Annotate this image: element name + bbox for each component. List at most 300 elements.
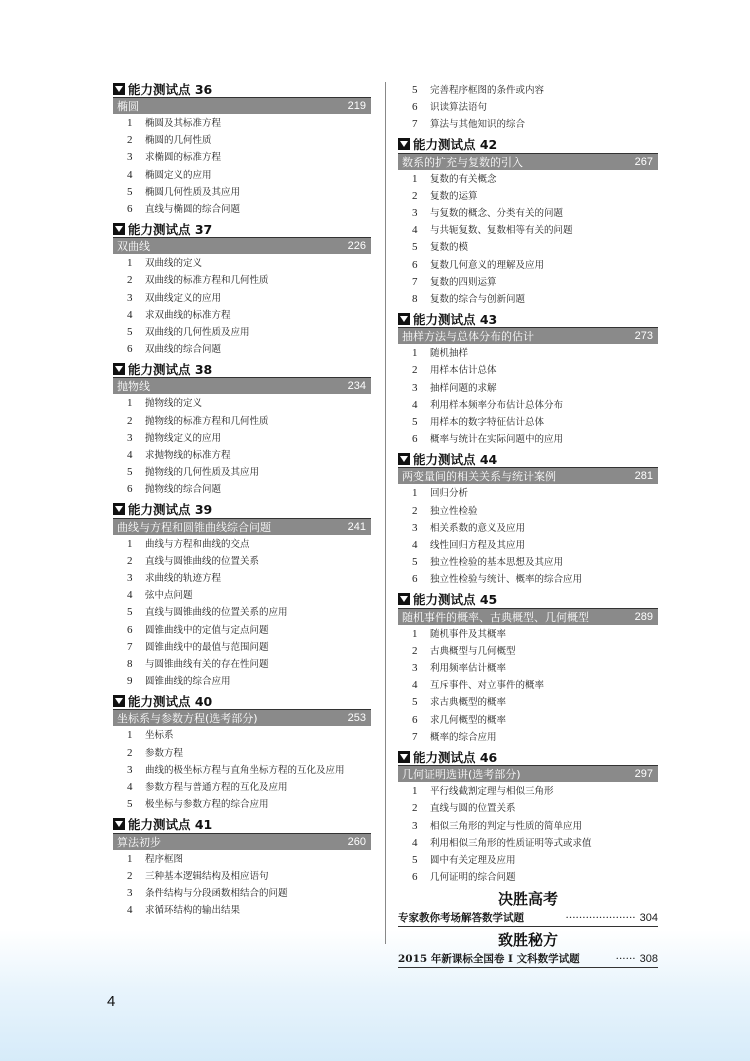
section-title: 随机事件的概率、古典概型、几何概型 <box>402 610 589 624</box>
section-title-bar[interactable] <box>398 328 658 344</box>
toc-item[interactable] <box>113 868 371 885</box>
item-title: 双曲线的几何性质及应用 <box>145 327 250 339</box>
section-page-number: 273 <box>634 330 653 343</box>
item-title: 随机抽样 <box>430 348 469 360</box>
toc-section <box>113 692 371 813</box>
item-number: 1 <box>127 257 133 270</box>
item-title: 相关系数的意义及应用 <box>430 522 526 534</box>
item-number: 2 <box>127 134 133 147</box>
toc-item[interactable] <box>398 257 658 274</box>
section-page-number: 241 <box>347 520 366 533</box>
item-title: 相似三角形的判定与性质的简单应用 <box>430 820 583 832</box>
item-title: 极坐标与参数方程的综合应用 <box>145 799 269 811</box>
item-number: 5 <box>127 466 133 479</box>
toc-item[interactable] <box>398 397 658 414</box>
toc-item[interactable] <box>398 537 658 554</box>
section-page-number: 267 <box>634 155 653 168</box>
item-number: 3 <box>412 521 418 534</box>
toc-item[interactable] <box>398 554 658 571</box>
triangle-down-icon <box>398 313 410 325</box>
section-heading <box>398 310 658 328</box>
special-page-number: 304 <box>639 912 658 925</box>
item-title: 双曲线定义的应用 <box>145 292 222 304</box>
toc-item[interactable] <box>398 431 658 448</box>
item-title: 与共轭复数、复数相等有关的问题 <box>430 225 573 237</box>
toc-item[interactable] <box>398 571 658 588</box>
item-number: 2 <box>127 554 133 567</box>
item-title: 直线与圆锥曲线的位置关系的应用 <box>145 607 288 619</box>
section-title-bar[interactable] <box>113 834 371 850</box>
toc-item[interactable] <box>398 783 658 800</box>
item-number: 6 <box>412 573 418 586</box>
item-title: 概率与统计在实际问题中的应用 <box>430 434 564 446</box>
toc-section <box>113 80 371 218</box>
section-title-bar[interactable] <box>113 378 371 394</box>
item-number: 4 <box>127 168 133 181</box>
toc-section <box>398 450 658 588</box>
item-number: 3 <box>127 886 133 899</box>
item-number: 4 <box>127 449 133 462</box>
triangle-down-icon <box>113 223 125 235</box>
toc-item[interactable] <box>398 362 658 379</box>
item-title: 圆中有关定理及应用 <box>430 854 516 866</box>
item-number: 5 <box>412 853 418 866</box>
section-items <box>113 851 371 920</box>
item-number: 6 <box>127 483 133 496</box>
item-title: 双曲线的综合问题 <box>145 344 222 356</box>
section-heading <box>113 692 371 710</box>
toc-item[interactable] <box>113 184 371 201</box>
item-number: 4 <box>412 224 418 237</box>
section-heading-text: 能力测试点 36 <box>128 81 213 97</box>
section-title: 椭圆 <box>117 100 139 113</box>
item-number: 6 <box>127 203 133 216</box>
section-page-number: 297 <box>634 768 653 781</box>
toc-section <box>398 591 658 746</box>
section-heading-text: 能力测试点 45 <box>413 592 498 608</box>
special-sections <box>398 888 658 968</box>
item-title: 复数的模 <box>430 242 469 254</box>
toc-item[interactable] <box>398 869 658 886</box>
item-title: 直线与圆的位置关系 <box>430 803 516 815</box>
section-title-bar[interactable] <box>113 519 371 535</box>
toc-item[interactable] <box>113 307 371 324</box>
toc-item[interactable] <box>398 414 658 431</box>
item-number: 2 <box>412 644 418 657</box>
toc-item[interactable] <box>398 205 658 222</box>
special-title: 致胜秘方 <box>497 931 558 950</box>
item-number: 4 <box>412 398 418 411</box>
item-number: 1 <box>127 117 133 129</box>
item-title: 复数的四则运算 <box>430 276 497 288</box>
item-title: 抛物线的定义 <box>145 398 203 410</box>
item-title: 椭圆定义的应用 <box>145 169 212 181</box>
toc-item[interactable] <box>113 536 371 553</box>
item-number: 7 <box>412 275 418 288</box>
item-number: 5 <box>412 696 418 709</box>
item-title: 椭圆几何性质及其应用 <box>145 186 241 198</box>
toc-item[interactable] <box>398 99 658 116</box>
item-number: 1 <box>127 537 133 550</box>
item-title: 抛物线的综合问题 <box>145 484 222 496</box>
item-title: 抛物线定义的应用 <box>145 432 222 444</box>
section-heading-text: 能力测试点 46 <box>413 749 498 765</box>
special-entry-title: 专家教你考场解答数学试题 <box>398 912 524 925</box>
section-title-bar[interactable] <box>113 238 371 254</box>
item-number: 6 <box>412 258 418 271</box>
item-title: 完善程序框图的条件或内容 <box>430 85 545 96</box>
continued-items <box>398 82 658 134</box>
toc-item[interactable] <box>113 413 371 430</box>
item-title: 椭圆的几何性质 <box>145 135 212 147</box>
toc-item[interactable] <box>113 745 371 762</box>
toc-section <box>113 816 371 920</box>
toc-item[interactable] <box>113 779 371 796</box>
toc-item[interactable] <box>113 727 371 744</box>
item-title: 曲线与方程和曲线的交点 <box>145 538 250 550</box>
item-title: 利用相似三角形的性质证明等式或求值 <box>430 837 592 849</box>
left-column <box>113 80 371 921</box>
section-items <box>398 171 658 309</box>
toc-item[interactable] <box>398 485 658 502</box>
item-number: 9 <box>127 675 133 688</box>
page-number: 4 <box>107 993 116 1010</box>
item-number: 2 <box>412 364 418 377</box>
item-title: 坐标系 <box>145 730 174 742</box>
item-title: 复数的有关概念 <box>430 173 497 185</box>
toc-item[interactable] <box>113 290 371 307</box>
item-title: 求几何概型的概率 <box>430 714 507 726</box>
triangle-down-icon <box>113 503 125 515</box>
item-number: 2 <box>127 414 133 427</box>
item-number: 2 <box>412 802 418 815</box>
item-title: 线性回归方程及其应用 <box>430 540 526 552</box>
toc-item[interactable] <box>398 82 658 99</box>
special-entry[interactable] <box>398 910 658 927</box>
item-title: 直线与椭圆的综合问题 <box>145 204 241 216</box>
item-number: 5 <box>127 606 133 619</box>
section-page-number: 253 <box>347 712 366 725</box>
section-page-number: 289 <box>634 610 653 623</box>
item-number: 3 <box>412 207 418 220</box>
section-title: 抛物线 <box>117 380 150 394</box>
toc-item[interactable] <box>398 818 658 835</box>
item-number: 7 <box>412 118 418 131</box>
item-title: 用样本估计总体 <box>430 365 497 377</box>
section-heading-text: 能力测试点 41 <box>128 817 213 832</box>
toc-item[interactable] <box>113 149 371 166</box>
toc-item[interactable] <box>398 274 658 291</box>
item-number: 5 <box>412 556 418 569</box>
toc-item[interactable] <box>113 885 371 902</box>
section-heading-text: 能力测试点 40 <box>128 693 213 709</box>
toc-item[interactable] <box>113 622 371 639</box>
toc-item[interactable] <box>398 345 658 362</box>
triangle-down-icon <box>113 83 125 95</box>
section-page-number: 234 <box>347 380 366 393</box>
toc-item[interactable] <box>113 851 371 868</box>
item-number: 5 <box>412 241 418 254</box>
item-title: 求循环结构的输出结果 <box>145 905 241 917</box>
item-number: 4 <box>412 836 418 849</box>
toc-item[interactable] <box>113 762 371 779</box>
toc-item[interactable] <box>398 643 658 660</box>
item-title: 复数几何意义的理解及应用 <box>430 259 545 271</box>
toc-item[interactable] <box>113 673 371 690</box>
section-page-number: 226 <box>347 240 366 253</box>
toc-item[interactable] <box>113 201 371 218</box>
item-title: 双曲线的标准方程和几何性质 <box>145 275 269 287</box>
section-title-bar[interactable] <box>113 710 371 726</box>
special-entry-title: 2015 年新课标全国卷 I 文科数学试题 <box>398 953 580 966</box>
special-entry[interactable] <box>398 951 658 968</box>
item-title: 与复数的概念、分类有关的问题 <box>430 208 564 220</box>
toc-item[interactable] <box>398 694 658 711</box>
toc-item[interactable] <box>398 660 658 677</box>
item-number: 2 <box>127 274 133 287</box>
toc-item[interactable] <box>398 239 658 256</box>
section-title-bar[interactable] <box>398 766 658 782</box>
toc-item[interactable] <box>113 272 371 289</box>
section-title: 曲线与方程和圆锥曲线综合问题 <box>117 520 271 534</box>
item-title: 复数的运算 <box>430 190 478 202</box>
item-number: 4 <box>412 539 418 552</box>
section-title: 双曲线 <box>117 240 150 254</box>
item-number: 2 <box>127 869 133 882</box>
section-heading <box>113 80 371 98</box>
item-title: 参数方程 <box>145 747 184 759</box>
toc-item[interactable] <box>113 481 371 498</box>
right-sections <box>398 136 658 887</box>
item-number: 3 <box>127 291 133 304</box>
item-number: 1 <box>412 627 418 640</box>
item-title: 几何证明的综合问题 <box>430 872 516 884</box>
special-page-number: 308 <box>639 953 658 966</box>
special-title: 决胜高考 <box>497 890 558 909</box>
triangle-down-icon <box>398 751 410 763</box>
toc-item[interactable] <box>113 604 371 621</box>
item-number: 3 <box>127 431 133 444</box>
item-number: 3 <box>127 572 133 585</box>
item-number: 1 <box>412 487 418 500</box>
section-page-number: 281 <box>634 470 653 483</box>
item-number: 4 <box>127 308 133 321</box>
item-title: 识读算法语句 <box>430 102 488 114</box>
item-title: 圆锥曲线中的定值与定点问题 <box>145 624 269 636</box>
section-heading <box>398 450 658 468</box>
item-title: 求曲线的轨迹方程 <box>145 573 222 585</box>
toc-item[interactable] <box>113 902 371 919</box>
item-title: 条件结构与分段函数相结合的问题 <box>145 887 288 899</box>
item-number: 4 <box>127 904 133 917</box>
section-title: 算法初步 <box>117 835 161 849</box>
section-heading-text: 能力测试点 38 <box>128 361 213 377</box>
section-items <box>113 536 371 691</box>
section-title: 抽样方法与总体分布的估计 <box>402 330 534 344</box>
item-number: 4 <box>412 679 418 692</box>
toc-item[interactable] <box>398 677 658 694</box>
toc-item[interactable] <box>398 503 658 520</box>
leader-dots: ····················· <box>565 912 636 925</box>
item-number: 2 <box>412 504 418 517</box>
item-number: 5 <box>127 798 133 811</box>
toc-item[interactable] <box>398 835 658 852</box>
item-title: 抛物线的几何性质及其应用 <box>145 467 260 479</box>
item-number: 3 <box>127 763 133 776</box>
item-number: 3 <box>412 662 418 675</box>
item-number: 3 <box>412 819 418 832</box>
section-page-number: 260 <box>347 835 366 848</box>
section-items <box>113 255 371 358</box>
item-title: 独立性检验 <box>430 505 478 517</box>
toc-item[interactable] <box>113 167 371 184</box>
item-number: 5 <box>127 326 133 339</box>
item-number: 8 <box>127 658 133 671</box>
section-heading-text: 能力测试点 39 <box>128 502 213 518</box>
toc-item[interactable] <box>398 520 658 537</box>
section-title-bar[interactable] <box>113 98 371 114</box>
toc-item[interactable] <box>113 395 371 412</box>
toc-item[interactable] <box>113 324 371 341</box>
triangle-down-icon <box>113 695 125 707</box>
toc-item[interactable] <box>398 222 658 239</box>
toc-item[interactable] <box>398 626 658 643</box>
item-title: 平行线截割定理与相似三角形 <box>430 786 554 798</box>
item-title: 独立性检验与统计、概率的综合应用 <box>430 574 583 586</box>
triangle-down-icon <box>398 453 410 465</box>
item-title: 双曲线的定义 <box>145 258 203 270</box>
toc-item[interactable] <box>398 712 658 729</box>
item-number: 6 <box>412 713 418 726</box>
item-number: 6 <box>412 101 418 114</box>
item-title: 独立性检验的基本思想及其应用 <box>430 557 564 569</box>
item-title: 互斥事件、对立事件的概率 <box>430 680 545 692</box>
toc-item[interactable] <box>398 188 658 205</box>
item-title: 椭圆及其标准方程 <box>145 118 222 129</box>
section-items <box>113 395 371 498</box>
item-title: 求抛物线的标准方程 <box>145 450 231 462</box>
toc-item[interactable] <box>113 255 371 272</box>
item-number: 1 <box>412 785 418 798</box>
item-title: 参数方程与普通方程的互化及应用 <box>145 782 288 794</box>
section-title-bar[interactable] <box>398 468 658 484</box>
section-items <box>113 115 371 218</box>
item-title: 与圆锥曲线有关的存在性问题 <box>145 659 269 671</box>
item-number: 1 <box>127 397 133 410</box>
item-number: 5 <box>412 416 418 429</box>
section-heading <box>113 816 371 834</box>
item-number: 4 <box>127 781 133 794</box>
section-title-bar[interactable] <box>398 609 658 625</box>
section-heading-text: 能力测试点 44 <box>413 451 498 467</box>
section-heading <box>113 360 371 378</box>
section-items <box>398 485 658 588</box>
section-page-number: 219 <box>347 100 366 112</box>
item-title: 求双曲线的标准方程 <box>145 309 231 321</box>
toc-item[interactable] <box>398 380 658 397</box>
item-number: 1 <box>412 347 418 360</box>
toc-item[interactable] <box>113 447 371 464</box>
item-title: 用样本的数字特征估计总体 <box>430 417 545 429</box>
item-number: 8 <box>412 293 418 306</box>
item-title: 复数的综合与创新问题 <box>430 294 526 306</box>
section-heading-text: 能力测试点 42 <box>413 137 498 153</box>
item-number: 1 <box>412 172 418 185</box>
item-title: 算法与其他知识的综合 <box>430 119 526 131</box>
item-number: 6 <box>412 871 418 884</box>
toc-item[interactable] <box>113 464 371 481</box>
item-title: 曲线的极坐标方程与直角坐标方程的互化及应用 <box>145 764 345 776</box>
toc-item[interactable] <box>113 341 371 358</box>
section-heading <box>398 591 658 609</box>
toc-item[interactable] <box>113 639 371 656</box>
item-title: 抛物线的标准方程和几何性质 <box>145 415 269 427</box>
toc-item[interactable] <box>398 852 658 869</box>
toc-item[interactable] <box>398 171 658 188</box>
item-title: 求椭圆的标准方程 <box>145 152 222 164</box>
toc-item[interactable] <box>113 430 371 447</box>
triangle-down-icon <box>398 138 410 150</box>
section-heading-text: 能力测试点 43 <box>413 311 498 327</box>
toc-item[interactable] <box>113 553 371 570</box>
toc-section <box>398 136 658 309</box>
item-title: 随机事件及其概率 <box>430 628 507 640</box>
column-divider <box>385 82 386 944</box>
section-items <box>398 626 658 746</box>
item-title: 三种基本逻辑结构及相应语句 <box>145 870 269 882</box>
item-number: 6 <box>127 623 133 636</box>
section-heading <box>113 501 371 519</box>
item-number: 2 <box>127 746 133 759</box>
toc-item[interactable] <box>113 132 371 149</box>
section-title: 几何证明选讲(选考部分) <box>402 768 521 782</box>
item-number: 3 <box>412 381 418 394</box>
section-items <box>398 783 658 886</box>
item-title: 利用样本频率分布估计总体分布 <box>430 399 564 411</box>
toc-section <box>113 360 371 498</box>
toc-item[interactable] <box>113 656 371 673</box>
toc-item[interactable] <box>113 587 371 604</box>
section-title: 坐标系与参数方程(选考部分) <box>117 712 258 726</box>
item-number: 5 <box>127 185 133 198</box>
toc-item[interactable] <box>398 800 658 817</box>
triangle-down-icon <box>398 593 410 605</box>
toc-item[interactable] <box>398 116 658 133</box>
item-number: 6 <box>412 433 418 446</box>
section-items <box>113 727 371 813</box>
triangle-down-icon <box>113 818 125 830</box>
toc-item[interactable] <box>398 291 658 308</box>
triangle-down-icon <box>113 363 125 375</box>
toc-item[interactable] <box>113 115 371 132</box>
section-title-bar[interactable] <box>398 154 658 170</box>
toc-item[interactable] <box>113 570 371 587</box>
section-heading <box>398 136 658 154</box>
item-title: 利用频率估计概率 <box>430 663 507 675</box>
toc-item[interactable] <box>398 729 658 746</box>
item-title: 圆锥曲线的综合应用 <box>145 676 231 688</box>
item-number: 4 <box>127 589 133 602</box>
item-title: 求古典概型的概率 <box>430 697 507 709</box>
item-number: 5 <box>412 84 418 96</box>
toc-item[interactable] <box>113 796 371 813</box>
item-number: 6 <box>127 343 133 356</box>
toc-section <box>113 220 371 358</box>
toc-section <box>113 501 371 691</box>
section-title: 数系的扩充与复数的引入 <box>402 155 523 169</box>
item-title: 程序框图 <box>145 853 184 865</box>
item-title: 概率的综合应用 <box>430 731 497 743</box>
